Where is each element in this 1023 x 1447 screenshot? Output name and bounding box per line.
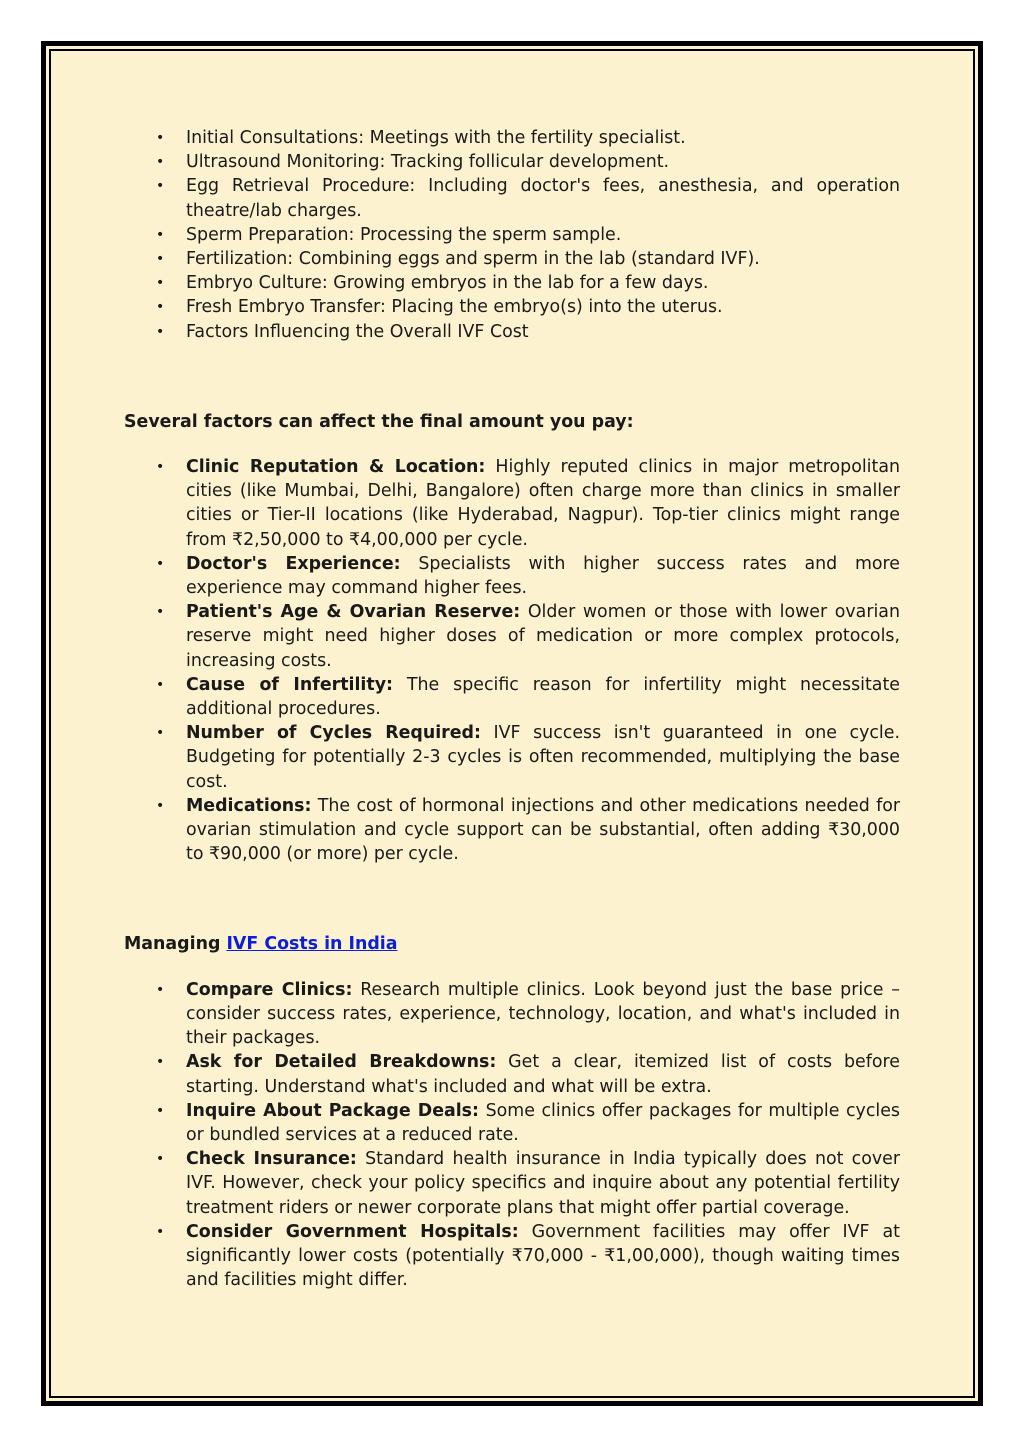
list-item [156,673,900,721]
bullet-icon: • [156,1102,165,1119]
bullet-icon: • [156,251,165,268]
list-item [156,320,900,344]
list-item-text: Egg Retrieval Procedure: Including doctor's fees, anesthesia, and operation theatre/lab charges. [186,176,900,221]
factor-text: Highly reputed clinics in major metropolitan cities (like Mumbai, Delhi, Bangalore) often charge more than clinics in smaller cities or Tier-II locations (like Hyderabad, Nagpur). Top-tier clinics might range from ₹2,50,000 to ₹4,00,000 per cycle. [186,457,901,550]
bullet-icon: • [156,299,165,316]
managing-tips-list [124,978,900,1293]
bullet-icon: • [156,226,165,243]
bullet-icon: • [156,981,165,998]
list-item [156,174,900,222]
factor-term: Number of Cycles Required: [186,723,481,744]
list-item [156,1220,900,1293]
factor-term: Cause of Infertility: [186,674,393,695]
factor-term: Doctor's Experience: [186,553,401,574]
factor-text: The cost of hormonal injections and other medications needed for ovarian stimulation and cycle support can be substantial, often adding ₹30,000 to ₹90,000 (or more) per cycle. [186,795,900,865]
bullet-icon: • [156,1054,165,1071]
list-item-text: Fertilization: Combining eggs and sperm in the lab (standard IVF). [186,249,760,270]
document-page [41,41,983,1406]
list-item [156,721,900,794]
list-item [156,1050,900,1098]
tip-text: Research multiple clinics. Look beyond just the base price – consider success rates, experience, technology, location, and what's included in their packages. [186,979,900,1049]
list-item [156,600,900,673]
bullet-icon: • [156,459,165,476]
factor-term: Clinic Reputation & Location: [186,457,486,478]
list-item-text: Factors Influencing the Overall IVF Cost [186,321,529,342]
list-item [156,247,900,271]
list-item-text: Embryo Culture: Growing embryos in the lab for a few days. [186,273,709,294]
list-item-text: Fresh Embryo Transfer: Placing the embryo(s) into the uterus. [186,297,723,318]
factors-heading: Several factors can affect the final amount you pay: [124,411,634,432]
list-item [156,150,900,174]
factors-list [124,455,900,866]
factor-term: Patient's Age & Ovarian Reserve: [186,602,521,623]
tip-text: Standard health insurance in India typically does not cover IVF. However, check your policy specifics and inquire about any potential fertility treatment riders or newer corporate plans that might offer partial coverage. [186,1149,900,1218]
factor-text: Specialists with higher success rates and more experience may command higher fees. [186,553,900,599]
factor-text: IVF success isn't guaranteed in one cycle. Budgeting for potentially 2-3 cycles is often recommended, multiplying the base cost. [186,723,900,792]
list-item [156,978,900,1051]
factor-text: The specific reason for infertility might necessitate additional procedures. [186,674,900,720]
list-item [156,271,900,295]
tip-term: Ask for Detailed Breakdowns: [186,1052,497,1073]
tip-term: Check Insurance: [186,1149,357,1170]
tip-term: Consider Government Hospitals: [186,1221,519,1242]
bullet-icon: • [156,323,165,340]
managing-heading-prefix: Managing [124,934,227,955]
list-item [156,223,900,247]
bullet-icon: • [156,676,165,693]
ivf-costs-link[interactable]: IVF Costs in India [226,934,398,955]
factor-text: Older women or those with lower ovarian reserve might need higher doses of medication or more complex protocols, increasing costs. [186,602,900,671]
list-item-text: Initial Consultations: Meetings with the fertility specialist. [186,128,686,148]
bullet-icon: • [156,1223,165,1240]
list-item [156,126,900,150]
bullet-icon: • [156,154,165,171]
bullet-icon: • [156,1151,165,1168]
factor-term: Medications: [186,795,312,816]
list-item [156,295,900,319]
bullet-icon: • [156,555,165,572]
bullet-icon: • [156,604,165,621]
tip-text: Government facilities may offer IVF at significantly lower costs (potentially ₹70,000 - ₹1,00,000), though waiting times and facilities might differ. [186,1221,900,1291]
tip-term: Compare Clinics: [186,979,353,1000]
bullet-icon: • [156,130,165,146]
tip-term: Inquire About Package Deals: [186,1100,479,1121]
bullet-icon: • [156,797,165,814]
list-item [156,455,901,552]
list-item [156,1147,900,1220]
bullet-icon: • [156,275,165,292]
included-services-list [124,126,900,344]
document-content [124,126,900,1292]
list-item-text: Ultrasound Monitoring: Tracking follicular development. [186,152,670,173]
tip-text: Some clinics offer packages for multiple cycles or bundled services at a reduced rate. [186,1100,900,1145]
list-item [156,552,900,600]
managing-heading [124,932,900,956]
tip-text: Get a clear, itemized list of costs before starting. Understand what's included and what will be extra. [186,1052,900,1097]
bullet-icon: • [156,178,165,195]
bullet-icon: • [156,725,165,742]
list-item-text: Sperm Preparation: Processing the sperm sample. [186,224,622,245]
list-item [156,794,900,867]
list-item [156,1099,900,1147]
